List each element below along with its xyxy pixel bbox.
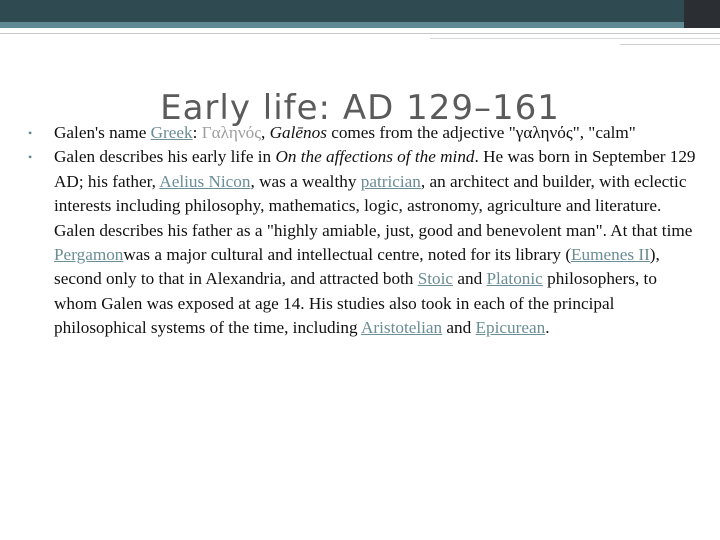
divider-rule [430,38,720,39]
slide-body [24,121,696,341]
divider-rule [620,44,720,45]
link-pergamon[interactable]: Pergamon [54,245,124,265]
greek-name: Γαληνός [201,123,262,142]
bullet-item: • Galen's name Greek: Γαληνός, Galēnos comes from the adjective "γαληνός", "calm" [24,121,696,145]
top-band-dark [0,0,720,22]
link-patrician[interactable]: patrician [360,171,421,191]
book-title: On the affections of the mind [275,147,475,167]
link-stoic[interactable]: Stoic [417,269,454,289]
divider-rule [0,33,720,34]
latin-name: Galēnos [269,123,327,142]
bullet-icon: • [28,126,33,140]
top-band-corner [684,0,720,28]
link-platonic[interactable]: Platonic [486,269,543,289]
link-eumenes-ii[interactable]: Eumenes II [571,245,650,265]
bullet-item: • Galen describes his early life in On the affections of the mind. He was born in September 129 AD; his father, Aelius Nicon, was a wealthy patrician, an architect and builder, with eclectic interests including philosophy, mathematics, logic, astronomy, agriculture and literature. Galen describes his father as a "highly amiable, just, good and benevolent man". At that time Pergamonwas a major cultural and intellectual centre, noted for its library (Eumenes II), second only to that in Alexandria, and attracted both Stoic and Platonic philosophers, to whom Galen was exposed at age 14. His studies also took in each of the principal philosophical systems of the time, including Aristotelian and Epicurean. [28,147,696,338]
link-epicurean[interactable]: Epicurean [475,318,546,338]
bullet-icon: • [28,150,33,165]
link-aelius-nicon[interactable]: Aelius Nicon [159,171,251,191]
link-aristotelian[interactable]: Aristotelian [360,318,443,338]
top-band-light [0,22,720,28]
link-greek[interactable]: Greek [150,123,193,142]
slide-title: Early life: AD 129–161 [160,88,560,128]
